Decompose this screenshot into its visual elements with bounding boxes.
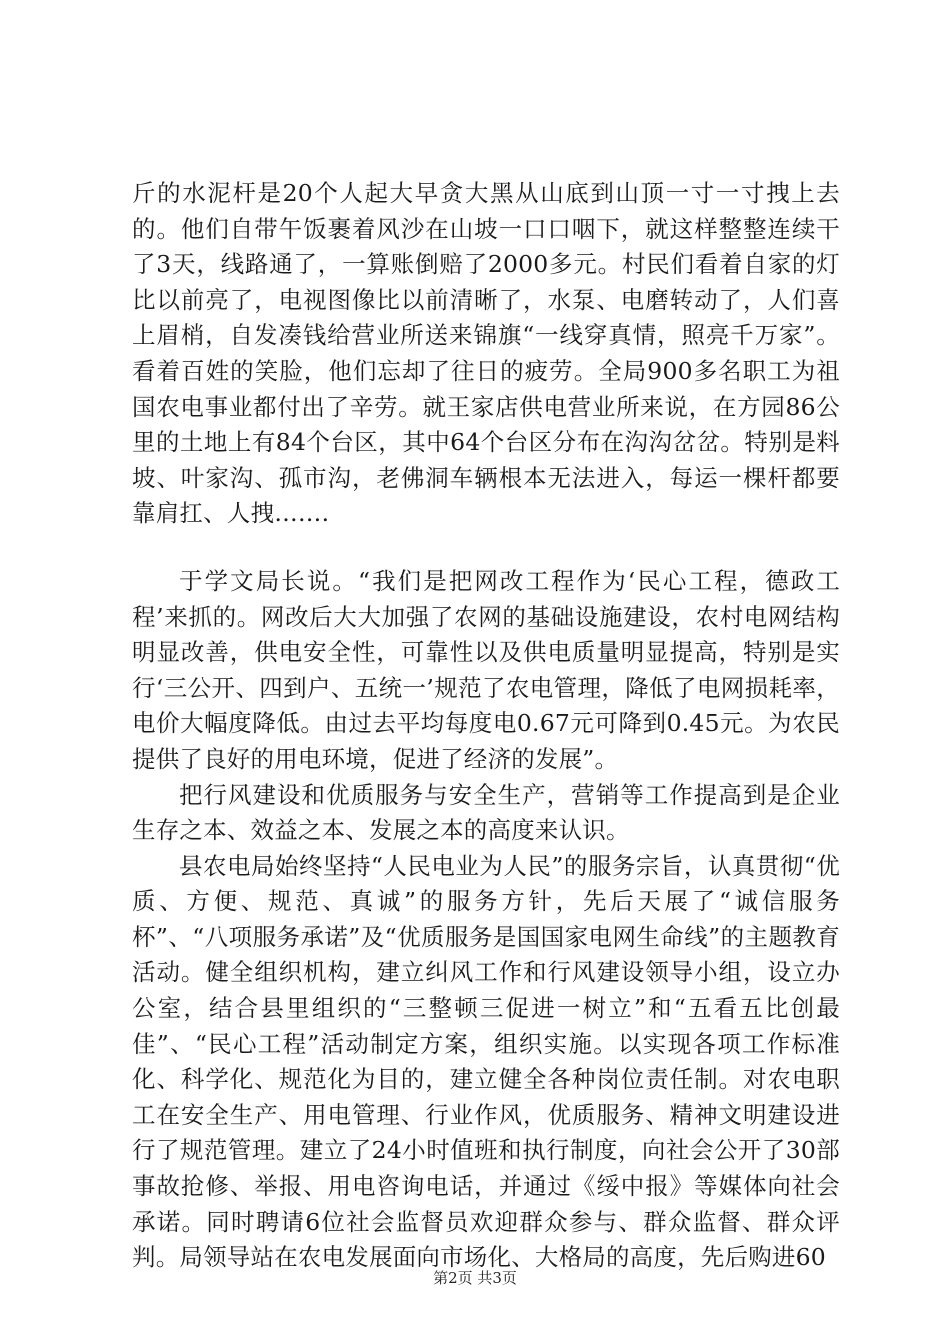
paragraph-3: 把行风建设和优质服务与安全生产，营销等工作提高到是企业生存之本、效益之本、发展之本的高度来认识。 bbox=[132, 780, 840, 845]
paragraph-2: 于学文局长说。“我们是把网改工程作为‘民心工程，德政工程’来抓的。网改后大大加强了农网的基础设施建设，农村电网结构明显改善，供电安全性，可靠性以及供电质量明显提高，特别是实行‘三公开、四到户、五统一’规范了农电管理，降低了电网损耗率，电价大幅度降低。由过去平均每度电0.67元可降到0.45元。为农民提供了良好的用电环境，促进了经济的发展”。 bbox=[132, 566, 840, 773]
page-footer: 第2页 共3页 bbox=[433, 1269, 517, 1287]
paragraph-4: 县农电局始终坚持“人民电业为人民”的服务宗旨，认真贯彻“优质、方便、规范、真诚”的服务方针，先后天展了“诚信服务杯”、“八项服务承诺”及“优质服务是国国家电网生命线”的主题教育活动。健全组织机构，建立纠风工作和行风建设领导小组，设立办公室，结合县里组织的“三整顿三促进一树立”和“五看五比创最佳”、“民心工程”活动制定方案，组织实施。以实现各项工作标准化、科学化、规范化为目的，建立健全各种岗位责任制。对农电职工在安全生产、用电管理、行业作风，优质服务、精神文明建设进行了规范管理。建立了24小时值班和执行制度，向社会公开了30部事故抢修、举报、用电咨询电话，并通过《绥中报》等媒体向社会承诺。同时聘请6位社会监督员欢迎群众参与、群众监督、群众评判。局领导站在农电发展面向市场化、大格局的高度，先后购进60 bbox=[132, 851, 840, 1272]
document-body bbox=[132, 176, 840, 1276]
paragraph-1: 斤的水泥杆是20个人起大早贪大黑从山底到山顶一寸一寸拽上去的。他们自带午饭裹着风沙在山坡一口口咽下，就这样整整连续干了3天，线路通了，一算账倒赔了2000多元。村民们看着自家的灯比以前亮了，电视图像比以前清晰了，水泵、电磨转动了，人们喜上眉梢，自发凑钱给营业所送来锦旗“一线穿真情，照亮千万家”。看着百姓的笑脸，他们忘却了往日的疲劳。全局900多名职工为祖国农电事业都付出了辛劳。就王家店供电营业所来说，在方园86公里的土地上有84个台区，其中64个台区分布在沟沟岔岔。特别是料坡、叶家沟、孤市沟，老佛洞车辆根本无法进入，每运一棵杆都要靠肩扛、人拽……. bbox=[132, 179, 840, 528]
